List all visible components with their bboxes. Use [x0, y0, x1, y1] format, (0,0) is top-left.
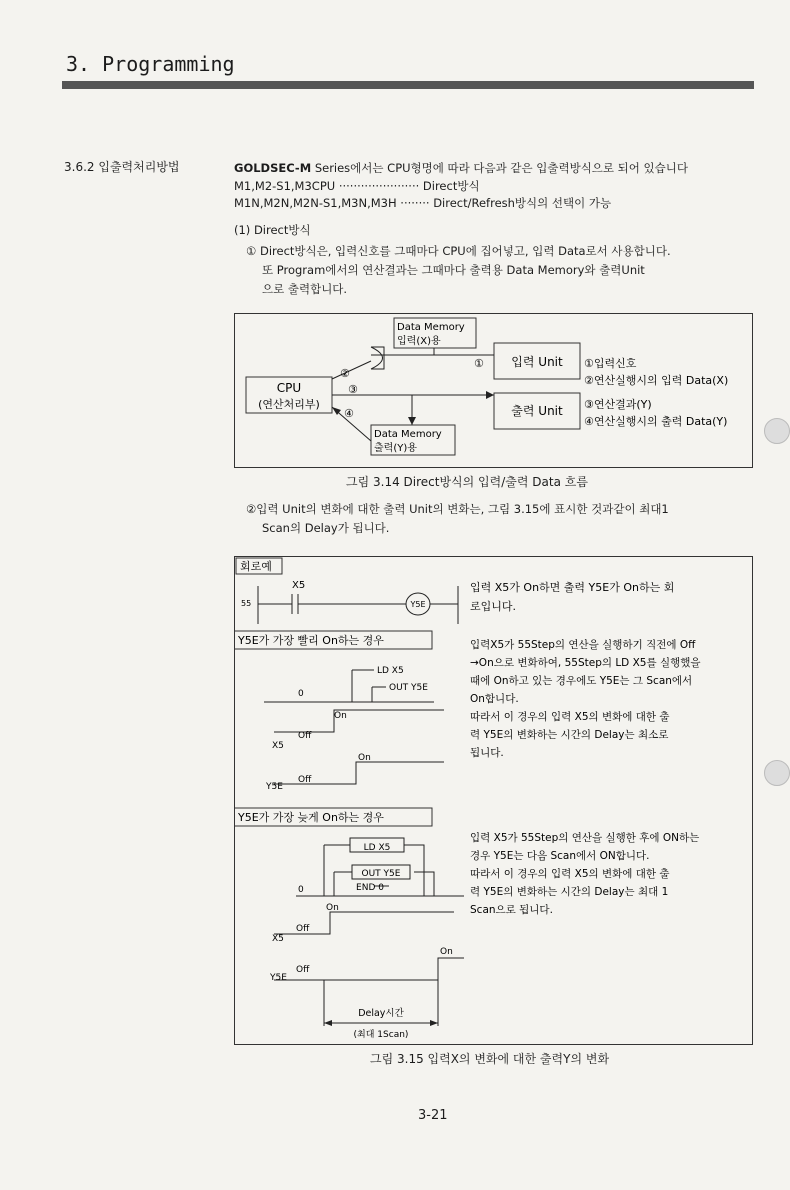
fast-zero-label: 0 — [298, 689, 304, 699]
dm-out-label-1: Data Memory — [374, 429, 442, 440]
delay-label: Delay시간 — [358, 1008, 404, 1019]
intro-line-2: M1,M2-S1,M3CPU ······················ Direct방식 — [234, 179, 480, 193]
ladder-circuit — [258, 586, 458, 624]
fast-description — [470, 638, 701, 759]
intro-line-1 — [234, 160, 688, 176]
arrow-to-output-unit — [486, 391, 494, 399]
fast-desc-line: 입력X5가 55Step의 연산을 실행하기 직전에 Off — [470, 639, 696, 651]
slow-description — [470, 831, 699, 916]
direct-heading: (1) Direct방식 — [234, 223, 311, 237]
fast-desc-line: On합니다. — [470, 693, 519, 705]
intro-line-3: M1N,M2N,M2N-S1,M3N,M3H ········ Direct/Refresh방식의 선택이 가능 — [234, 196, 612, 210]
fast-y5e-off: Off — [298, 775, 312, 785]
note-line-2: Scan의 Delay가 됩니다. — [262, 521, 390, 535]
contact-label: X5 — [292, 580, 306, 591]
dm-in-label-2: 입력(X)용 — [397, 336, 441, 347]
figure-frame — [235, 314, 753, 468]
fast-desc-line: 때에 On하고 있는 경우에도 Y5E는 그 Scan에서 — [470, 675, 693, 687]
fast-desc-line: 따라서 이 경우의 입력 X5의 변화에 대한 출 — [470, 711, 670, 723]
legend-1: ①입력신호 — [584, 357, 637, 370]
coil-label: Y5E — [410, 600, 426, 609]
legend-3: ③연산결과(Y) — [584, 398, 652, 411]
slow-desc-line: 따라서 이 경우의 입력 X5의 변화에 대한 출 — [470, 868, 670, 880]
slow-y5e-on: On — [440, 947, 453, 957]
slow-y5e-off: Off — [296, 965, 310, 975]
num-3: ③ — [348, 383, 358, 396]
figure-3-15-caption: 그림 3.15 입력X의 변화에 대한 출력Y의 변화 — [370, 1052, 610, 1066]
slow-end-label: END 0 — [356, 883, 384, 893]
figure-3-15 — [234, 556, 754, 1046]
section-number: 3.6.2 — [64, 160, 95, 174]
section-heading — [64, 158, 180, 175]
slow-desc-line: 경우 Y5E는 다음 Scan에서 ON합니다. — [470, 850, 650, 862]
circuit-example-label: 회로예 — [240, 560, 272, 573]
slow-case-title: Y5E가 가장 늦게 On하는 경우 — [238, 811, 384, 824]
input-unit-label: 입력 Unit — [511, 355, 563, 369]
direct-para-2: 또 Program에서의 연산결과는 그때마다 출력용 Data Memory와 출력Unit — [262, 263, 645, 277]
punch-hole — [764, 760, 790, 786]
figure-3-14 — [234, 313, 754, 469]
legend-4: ④연산실행시의 출력 Data(Y) — [584, 415, 728, 428]
fast-out-label: OUT Y5E — [389, 683, 428, 693]
direct-para-1: ① Direct방식은, 입력신호를 그때마다 CPU에 집어넣고, 입력 Data로서 사용합니다. — [246, 244, 671, 258]
desc1-line-b: 로입니다. — [470, 600, 517, 613]
slow-y5e-label: Y5E — [270, 973, 287, 983]
legend-2: ②연산실행시의 입력 Data(X) — [584, 374, 729, 387]
dm-out-label-2: 출력(Y)용 — [374, 443, 417, 454]
step-number: 55 — [241, 599, 252, 608]
header-title: 3. Programming — [66, 52, 235, 76]
fast-x5-off: Off — [298, 731, 312, 741]
arrow-to-dm-out — [408, 417, 416, 425]
fast-desc-line: 됩니다. — [470, 747, 504, 759]
header-rule — [62, 81, 754, 89]
output-unit-label: 출력 Unit — [511, 404, 563, 418]
fast-y5e-on: On — [358, 753, 371, 763]
section-title: 입출력처리방법 — [98, 160, 180, 174]
slow-desc-line: 력 Y5E의 변화하는 시간의 Delay는 최대 1 — [470, 886, 669, 898]
delay-sublabel: (최대 1Scan) — [353, 1030, 409, 1040]
delay-arrow-right — [430, 1020, 438, 1026]
desc1-line-a: 입력 X5가 On하면 출력 Y5E가 On하는 회 — [470, 581, 675, 594]
slow-out-label: OUT Y5E — [361, 869, 401, 879]
delay-arrow-left — [324, 1020, 332, 1026]
slow-x5-label: X5 — [272, 934, 284, 944]
slow-x5-on: On — [326, 903, 339, 913]
product-name: GOLDSEC-M — [234, 161, 312, 175]
slow-desc-line: 입력 X5가 55Step의 연산을 실행한 후에 ON하는 — [470, 832, 700, 844]
fast-x5-on: On — [334, 711, 347, 721]
fast-desc-line: 력 Y5E의 변화하는 시간의 Delay는 최소로 — [470, 729, 669, 741]
dm-in-label-1: Data Memory — [397, 322, 465, 333]
slow-x5-off: Off — [296, 924, 310, 934]
fast-ld-label: LD X5 — [377, 666, 404, 676]
num-4: ④ — [344, 407, 354, 420]
figure-3-14-caption: 그림 3.14 Direct방식의 입력/출력 Data 흐름 — [346, 475, 588, 489]
fast-y5e-label: Y5E — [266, 782, 283, 792]
figure-frame — [235, 557, 753, 1045]
page-number: 3-21 — [418, 1108, 448, 1123]
slow-zero-label: 0 — [298, 885, 304, 895]
cpu-sublabel: (연산처리부) — [258, 398, 320, 411]
fast-desc-line: →On으로 변화하여, 55Step의 LD X5를 실행했을 — [470, 657, 701, 669]
intro-line-1-text: Series에서는 CPU형명에 따라 다음과 같은 입출력방식으로 되어 있습니다 — [314, 161, 688, 175]
slow-ld-label: LD X5 — [363, 843, 391, 853]
note-line-1: ②입력 Unit의 변화에 대한 출력 Unit의 변화는, 그림 3.15에 표시한 것과같이 최대1 — [246, 502, 669, 516]
direct-para-3: 으로 출력합니다. — [262, 282, 348, 296]
num-2: ② — [340, 367, 350, 380]
slow-desc-line: Scan으로 됩니다. — [470, 904, 553, 916]
num-1: ① — [474, 357, 484, 370]
cpu-label: CPU — [276, 381, 302, 395]
fast-x5-label: X5 — [272, 741, 284, 751]
fast-case-title: Y5E가 가장 빨리 On하는 경우 — [238, 634, 384, 647]
punch-hole — [764, 418, 790, 444]
